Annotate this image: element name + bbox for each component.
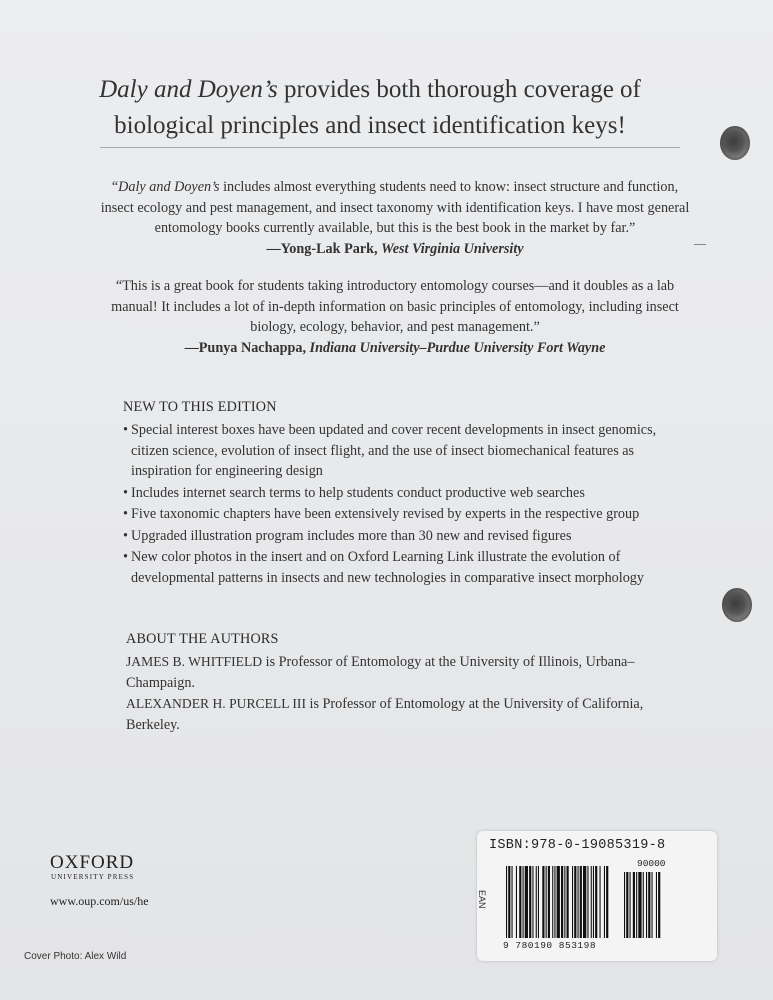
isbn-label: ISBN:978-0-19085319-8 — [489, 838, 666, 853]
publisher-logo — [50, 853, 149, 909]
author-name: ALEXANDER H. PURCELL III — [126, 696, 306, 711]
price-code: 90000 — [637, 858, 666, 869]
list-item: • Upgraded illustration program includes more than 30 new and revised figures — [123, 527, 572, 544]
new-edition-list — [123, 420, 663, 589]
headline-text: provides both thorough coverage of biological principles and insect identification keys! — [114, 76, 641, 139]
barcode-bars — [506, 866, 671, 940]
list-item: • Special interest boxes have been updated and cover recent developments in insect genomics, citizen science, evolution of insect flight, and the use of insect biomechanical features as inspiration for engineering design — [123, 422, 657, 479]
binder-hole-bottom — [722, 588, 752, 622]
review-quote-2 — [100, 276, 690, 358]
binder-hole-top — [720, 126, 750, 160]
list-item: • Five taxonomic chapters have been extensively revised by experts in the respective group — [123, 506, 640, 522]
divider-rule — [100, 147, 680, 148]
ean-label: EAN — [477, 890, 487, 909]
quote-attribution: —Punya Nachappa, Indiana University–Purdue University Fort Wayne — [184, 339, 606, 356]
headline — [60, 72, 680, 144]
headline-book-title: Daly and Doyen’s — [99, 76, 278, 103]
list-item: • New color photos in the insert and on Oxford Learning Link illustrate the evolution of developmental patterns in insects and new technologies in comparative insect morphology — [123, 549, 644, 586]
author-bio: JAMES B. WHITFIELD is Professor of Entomology at the University of Illinois, Urbana–Champaign. — [126, 654, 635, 691]
quote-book-title: Daly and Doyen’s — [118, 179, 220, 195]
quote-text: includes almost everything students need to know: insect structure and function, insect ecology and pest management, and insect taxonomy with identification keys. I have most general entomology books currently available, but this is the best book in the market by far.” — [100, 179, 690, 236]
quote-text: “This is a great book for students taking introductory entomology courses—and it doubles as a lab manual! It includes a lot of in-depth information on basic principles of entomology, including insect biology, ecology, behavior, and pest management.” — [111, 278, 679, 335]
author-bio: ALEXANDER H. PURCELL III is Professor of Entomology at the University of California, Berkeley. — [126, 696, 644, 733]
publisher-name: OXFORD — [50, 852, 135, 873]
review-quote-1: “Daly and Doyen’s includes almost everything students need to know: insect structure and function, insect ecology and pest management, and insect taxonomy with identification keys. I have most general entomology books currently available, but this is the best book in the market by far.” —Yong-Lak Park, West Virginia University — [100, 177, 690, 259]
cover-photo-credit: Cover Photo: Alex Wild — [24, 951, 127, 962]
author-name: JAMES B. WHITFIELD — [126, 654, 263, 669]
barcode-digits: 9 780190 853198 — [503, 940, 597, 951]
new-edition-heading: NEW TO THIS EDITION — [123, 399, 277, 415]
publisher-url: www.oup.com/us/he — [50, 894, 149, 908]
about-authors-heading: ABOUT THE AUTHORS — [126, 631, 279, 647]
publisher-subtitle: UNIVERSITY PRESS — [51, 873, 135, 881]
quote-attribution: —Yong-Lak Park, West Virginia University — [266, 240, 524, 257]
margin-tick-mark — [694, 244, 706, 245]
list-item: • Includes internet search terms to help students conduct productive web searches — [123, 484, 585, 501]
